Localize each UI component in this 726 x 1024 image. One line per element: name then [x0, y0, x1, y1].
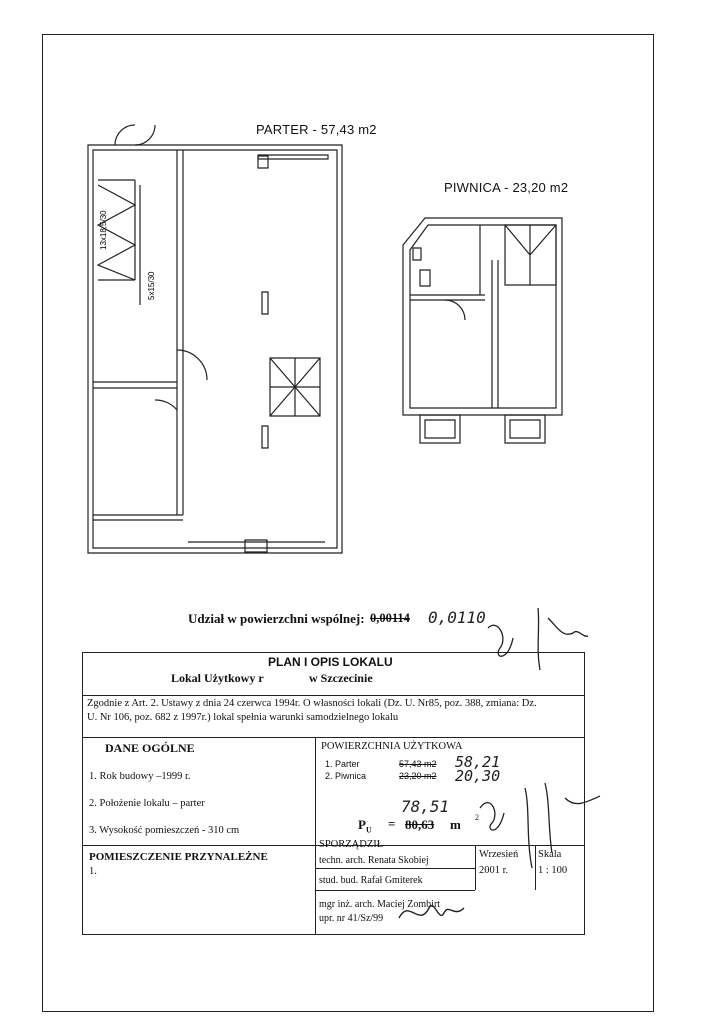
legal-text-line-1: Zgodnie z Art. 2. Ustawy z dnia 24 czerwca 1994r. O własności lokali (Dz. U. Nr85, poz. 388, zmiana: Dz.: [87, 698, 537, 709]
column-1: [262, 292, 268, 314]
author-3: mgr inż. arch. Maciej Zombirt: [319, 899, 441, 910]
date-heading: Wrzesień: [479, 849, 519, 860]
area-row-1-new: 58,21: [455, 753, 501, 771]
author-4: upr. nr 41/Sz/99: [319, 913, 384, 924]
parter-inner-wall: [93, 150, 337, 548]
signature-middle: [470, 768, 610, 878]
signature-bottom: [394, 888, 474, 938]
area-row-2-new: 20,30: [455, 767, 501, 785]
general-item-2: 2. Położenie lokalu – parter: [89, 798, 205, 809]
area-total-sup: 2: [475, 813, 479, 822]
share-new-value: 0,0110: [428, 608, 486, 627]
floor-plans: [80, 110, 580, 560]
scale-heading: Skala: [538, 849, 562, 860]
author-1: techn. arch. Renata Skobiej: [319, 855, 429, 866]
area-total-new: 78,51: [401, 797, 450, 816]
stair-dim-2: 5x15/30: [147, 271, 156, 300]
general-item-1: 1. Rok budowy –1999 r.: [89, 771, 191, 782]
area-row-1-old: 57,43 m2: [399, 759, 437, 769]
prepared-heading: SPORZĄDZIŁ: [319, 839, 384, 850]
toilet: [420, 270, 430, 286]
parter-outer-wall: [88, 145, 342, 553]
rooms-heading: POMIESZCZENIE PRZYNALEŻNE: [89, 851, 268, 863]
table-subtitle-right: w Szczecinie: [309, 671, 373, 685]
entrance-door-right: [135, 125, 155, 145]
area-row-2-old: 23,20 m2: [399, 771, 437, 781]
staircase-basement: [505, 225, 556, 285]
general-item-3: 3. Wysokość pomieszczeń - 310 cm: [89, 825, 240, 836]
light-well-1: [420, 415, 460, 443]
area-total-eq: =: [388, 816, 396, 831]
piwnica-title: PIWNICA - 23,20 m2: [444, 180, 569, 195]
table-subtitle-left: Lokal Użytkowy r: [171, 671, 264, 685]
area-row-2-label: 2. Piwnica: [325, 771, 367, 781]
rooms-item: 1.: [89, 866, 97, 877]
area-total-symbol: $P_U$: [358, 817, 372, 835]
legal-text-line-2: U. Nr 106, poz. 682 z 1997r.) lokal spełnia warunki samodzielnego lokalu: [87, 712, 399, 723]
table-title: PLAN I OPIS LOKALU: [268, 655, 393, 669]
scale-value: 1 : 100: [538, 865, 568, 876]
date-value: 2001 r.: [479, 865, 509, 876]
area-row-1-label: 1. Parter: [325, 759, 360, 769]
author-2: stud. bud. Rafał Gmiterek: [319, 875, 423, 886]
door-swing-1: [177, 350, 207, 380]
general-heading: DANE OGÓLNE: [105, 741, 195, 755]
staircase-center: [270, 358, 320, 416]
area-total-old: 80,63: [405, 817, 435, 832]
light-well-2: [505, 415, 545, 443]
share-old-value: 0,00114: [370, 611, 410, 625]
area-heading: POWIERZCHNIA UŻYTKOWA: [321, 741, 463, 752]
entrance-door-left: [115, 125, 135, 145]
door-swing-2: [155, 400, 177, 410]
piwnica-plan: [403, 218, 562, 443]
stair-dim-1: 13x18,5/30: [99, 210, 108, 250]
share-label: Udział w powierzchni wspólnej:: [188, 611, 365, 626]
piwnica-outer-wall: [403, 218, 562, 415]
parter-title: PARTER - 57,43 m2: [256, 122, 377, 137]
parter-window-top: [258, 156, 268, 168]
column-2: [262, 426, 268, 448]
area-total-unit: m: [450, 817, 461, 832]
